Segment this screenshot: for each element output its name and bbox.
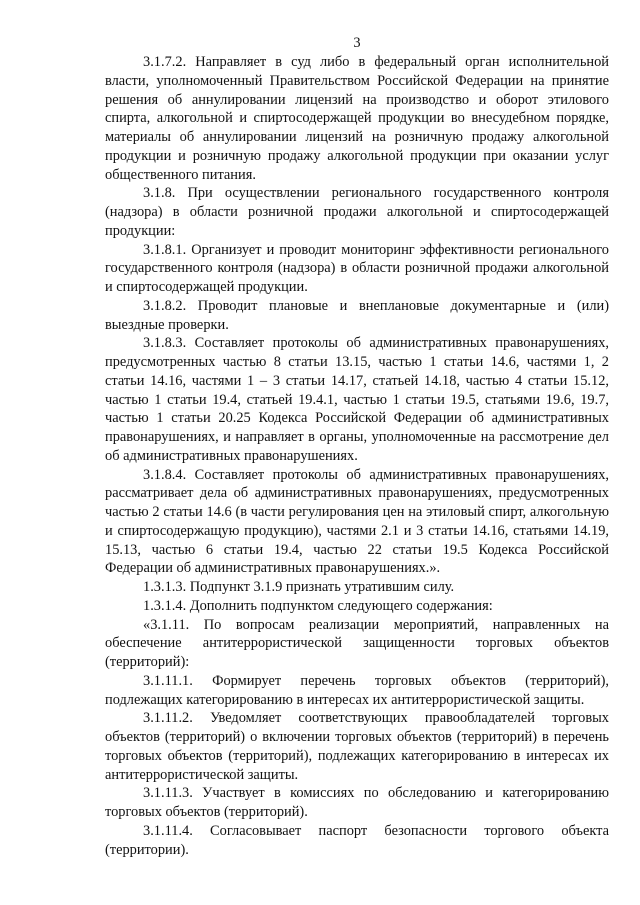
paragraph-3-1-8-1: 3.1.8.1. Организует и проводит мониторинг эффективности регионального государственного контроля (надзора) в области розничной продажи алкогольной и спиртосодержащей продукции. [105,241,609,295]
paragraph-3-1-8-2: 3.1.8.2. Проводит плановые и внеплановые документарные и (или) выездные проверки. [105,297,609,333]
paragraph-3-1-11-2: 3.1.11.2. Уведомляет соответствующих правообладателей торговых объектов (территорий) о включении торговых объектов (территорий) в перечень торговых объектов (территорий), подлежащих категорированию в интересах их антитеррористической защиты. [105,710,609,783]
paragraph-3-1-8: 3.1.8. При осуществлении регионального государственного контроля (надзора) в области розничной продажи алкогольной и спиртосодержащей продукции: [105,185,609,239]
paragraph-3-1-11: «3.1.11. По вопросам реализации мероприятий, направленных на обеспечение антитеррористической защищенности торговых объектов (территорий): [105,616,609,670]
paragraph-3-1-8-4: 3.1.8.4. Составляет протоколы об административных правонарушениях, рассматривает дела об административных правонарушениях, предусмотренных частью 2 статьи 14.6 (в части регулирования цен на этиловый спирт, алкогольную и спиртосодержащую продукцию), частями 2.1 и 3 статьи 14.16, статьями 14.19, 15.13, частью 6 статьи 19.4, частью 22 статьи 19.5 Кодекса Российской Федерации об административных правонарушениях.». [105,466,609,577]
paragraph-3-1-11-3: 3.1.11.3. Участвует в комиссиях по обследованию и категорированию торговых объектов (территорий). [105,785,609,820]
paragraph-3-1-8-3: 3.1.8.3. Составляет протоколы об административных правонарушениях, предусмотренных частью 8 статьи 13.15, частью 1 статьи 14.6, частями 1, 2 статьи 14.16, частями 1 – 3 статьи 14.17, статьей 14.18, частью 4 статьи 15.12, частью 1 статьи 19.4, статьей 19.4.1, частью 1 статьи 19.5, статьями 19.6, 19.7, частью 1 статьи 20.25 Кодекса Российской Федерации об административных правонарушениях, и направляет в органы, уполномоченные на рассмотрение дел об административных правонарушениях. [105,335,609,464]
paragraph-3-1-11-4: 3.1.11.4. Согласовывает паспорт безопасности торгового объекта (территории). [105,822,609,858]
paragraph-1-3-1-3: 1.3.1.3. Подпункт 3.1.9 признать утратившим силу. [143,579,455,595]
paragraph-3-1-11-1: 3.1.11.1. Формирует перечень торговых объектов (территорий), подлежащих категорированию в интересах их антитеррористической защиты. [105,672,609,708]
page-number: 3 [353,35,361,51]
paragraph-1-3-1-4: 1.3.1.4. Дополнить подпунктом следующего содержания: [143,597,493,614]
paragraph-3-1-7-2: 3.1.7.2. Направляет в суд либо в федеральный орган исполнительной власти, уполномоченный Правительством Российской Федерации на принятие решения об аннулировании лицензий на производство и оборот этилового спирта, алкогольной и спиртосодержащей продукции во внесудебном порядке, материалы об аннулировании лицензий на розничную продажу алкогольной продукции и розничную продажу алкогольной продукции при оказании услуг общественного питания. [105,54,609,183]
